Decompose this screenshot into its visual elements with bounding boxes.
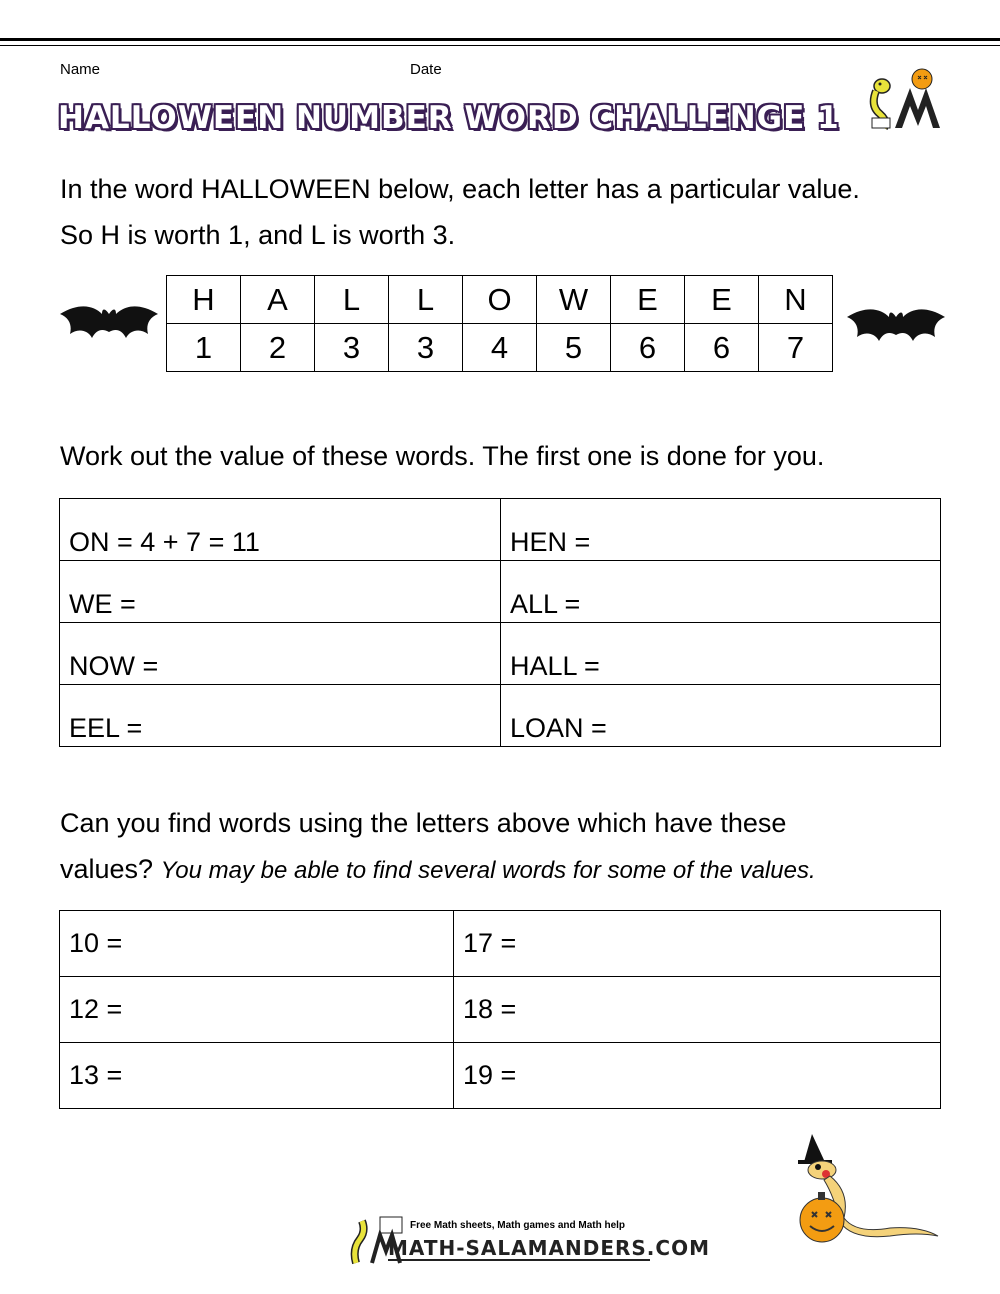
footer-site-link[interactable]: MATH-SALAMANDERS.COM [388,1236,710,1260]
name-label: Name [60,61,101,78]
table-row [60,499,941,561]
letter-cell: L [315,276,389,324]
worksheet-title: HALLOWEEN NUMBER WORD CHALLENGE 1 [58,100,840,136]
salamander-logo-icon [860,66,950,136]
value-cell: 3 [315,324,389,372]
value-cell: 1 [167,324,241,372]
value-answer-cell[interactable]: 19 = [454,1043,941,1109]
value-cell: 6 [685,324,759,372]
word-answer-cell[interactable]: NOW = [60,623,501,685]
letter-cell: H [167,276,241,324]
table-row [60,911,941,977]
letter-cell: E [611,276,685,324]
value-cell: 6 [611,324,685,372]
table-row [60,623,941,685]
find-note: You may be able to find several words for some of the values. [160,857,816,884]
value-answer-cell[interactable]: 18 = [454,977,941,1043]
footer-tagline: Free Math sheets, Math games and Math help [410,1220,626,1231]
word-answer-cell[interactable]: ALL = [501,561,941,623]
letter-cell: N [759,276,833,324]
word-answer-cell[interactable]: EEL = [60,685,501,747]
word-answer-cell[interactable]: WE = [60,561,501,623]
intro-line-1: In the word HALLOWEEN below, each letter has a particular value. [60,174,860,204]
letter-cell: O [463,276,537,324]
letter-cell: L [389,276,463,324]
witch-salamander-pumpkin-icon [790,1132,940,1252]
value-cell: 4 [463,324,537,372]
table-row [60,1043,941,1109]
letter-value-table [166,275,833,372]
letter-cell: W [537,276,611,324]
value-cell: 5 [537,324,611,372]
word-answer-cell[interactable]: HALL = [501,623,941,685]
value-row [167,324,833,372]
find-instruction [60,800,816,894]
top-rule [0,38,1000,41]
find-line-1: Can you find words using the letters above which have these [60,808,787,838]
bat-icon [58,292,160,354]
value-cell: 3 [389,324,463,372]
intro-line-2: So H is worth 1, and L is worth 3. [60,220,456,250]
letter-cell: A [241,276,315,324]
letter-row [167,276,833,324]
value-answer-cell[interactable]: 10 = [60,911,454,977]
value-answer-cell[interactable]: 12 = [60,977,454,1043]
value-answer-cell[interactable]: 13 = [60,1043,454,1109]
bat-icon [845,295,947,357]
table-row [60,685,941,747]
value-cell: 2 [241,324,315,372]
find-line-2-start: values? [60,854,154,884]
top-rule-thin [0,45,1000,46]
intro-text [60,166,960,258]
letter-cell: E [685,276,759,324]
find-words-table [59,910,941,1109]
table-row [60,977,941,1043]
word-answer-cell[interactable]: ON = 4 + 7 = 11 [60,499,501,561]
work-instruction: Work out the value of these words. The first one is done for you. [60,441,825,471]
word-answer-cell[interactable]: HEN = [501,499,941,561]
table-row [60,561,941,623]
value-answer-cell[interactable]: 17 = [454,911,941,977]
value-cell: 7 [759,324,833,372]
word-answer-cell[interactable]: LOAN = [501,685,941,747]
date-label: Date [410,61,442,78]
word-value-table [59,498,941,747]
